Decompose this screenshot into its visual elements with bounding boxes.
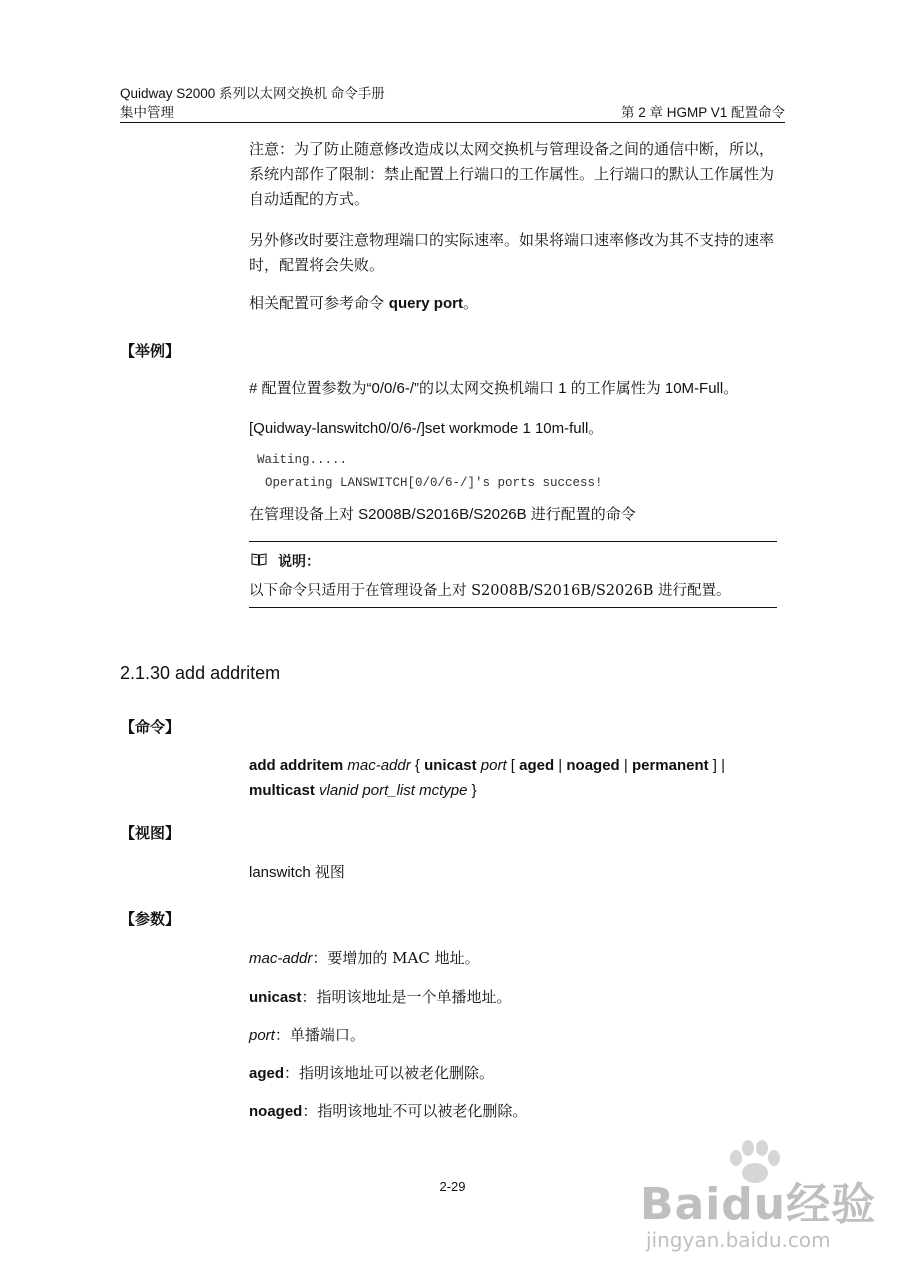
syntax-noaged: noaged <box>566 757 620 774</box>
note-box-top-rule <box>249 541 777 542</box>
note-paragraph-1: 注意：为了防止随意修改造成以太网交换机与管理设备之间的通信中断，所以，系统内部作了限制：禁止配置上行端口的工作属性。上行端口的默认工作属性为自动适配的方式。 <box>249 140 775 208</box>
syntax-multicast: multicast <box>249 782 315 799</box>
command-syntax <box>249 753 779 803</box>
header-rule <box>120 122 785 123</box>
watermark-brand: Baidu经验 <box>640 1179 877 1230</box>
note-box-bottom-rule <box>249 607 777 608</box>
note-paragraph-3 <box>249 291 779 316</box>
related-prefix: 相关配置可参考命令 <box>249 294 389 312</box>
example-after-text: 在管理设备上对 S2008B/S2016B/S2026B 进行配置的命令 <box>249 506 636 523</box>
syntax-add-addritem: add addritem <box>249 757 344 774</box>
syntax-brace-open: { <box>410 757 425 774</box>
syntax-unicast: unicast <box>424 757 477 774</box>
syntax-port: port <box>476 757 507 774</box>
param-name: noaged <box>249 1103 303 1120</box>
example-comment: # 配置位置参数为“0/0/6-/”的以太网交换机端口 1 的工作属性为 10M-Full。 <box>249 380 739 397</box>
watermark-url: jingyan.baidu.com <box>646 1228 831 1252</box>
param-item <box>249 1023 365 1048</box>
baidu-watermark <box>640 1140 877 1270</box>
example-command: [Quidway-lanswitch0/0/6-/]set workmode 1 10m-full。 <box>249 420 604 437</box>
header-title: Quidway S2000 系列以太网交换机 命令手册 <box>120 86 385 101</box>
syntax-pipe-1: | <box>554 757 567 774</box>
param-name: aged <box>249 1065 285 1082</box>
param-desc: ：要增加的 MAC 地址。 <box>312 949 480 967</box>
param-name: port <box>249 1027 275 1044</box>
note-box-title: 说明： <box>278 553 320 569</box>
note-box-text: 以下命令只适用于在管理设备上对 S2008B/S2016B/S2026B 进行配置。 <box>249 583 731 599</box>
param-desc: ：指明该地址是一个单播地址。 <box>301 988 512 1006</box>
output-line-2: Operating LANSWITCH[0/0/6-/]'s ports success! <box>265 476 603 490</box>
section-heading: 2.1.30 add addritem <box>120 663 281 683</box>
param-item <box>249 946 480 971</box>
param-name: unicast <box>249 989 302 1006</box>
syntax-pipe-2: | <box>619 757 632 774</box>
param-desc: ：单播端口。 <box>274 1026 365 1044</box>
command-label: 【命令】 <box>120 719 181 736</box>
note-paragraph-2: 另外修改时要注意物理端口的实际速率。如果将端口速率修改为其不支持的速率时，配置将会失败。 <box>249 231 775 274</box>
book-icon <box>251 552 267 566</box>
param-name: mac-addr <box>249 950 313 967</box>
param-desc: ：指明该地址不可以被老化删除。 <box>302 1102 528 1120</box>
syntax-bracket-close: ] | <box>708 757 726 774</box>
header-chapter: 第 2 章 HGMP V1 配置命令 <box>620 105 785 120</box>
syntax-aged: aged <box>519 757 555 774</box>
syntax-mac-addr: mac-addr <box>343 757 411 774</box>
syntax-permanent: permanent <box>631 757 709 774</box>
syntax-brace-close: } <box>467 782 477 799</box>
example-label: 【举例】 <box>120 343 181 360</box>
output-line-1: Waiting..... <box>257 453 348 467</box>
param-item <box>249 1099 527 1124</box>
param-item <box>249 985 512 1010</box>
view-label: 【视图】 <box>120 825 181 842</box>
param-item <box>249 1061 494 1086</box>
syntax-bracket-open: [ <box>506 757 520 774</box>
related-command: query port <box>388 295 463 312</box>
params-label: 【参数】 <box>120 911 181 928</box>
param-desc: ：指明该地址可以被老化删除。 <box>284 1064 495 1082</box>
page-number: 2-29 <box>439 1179 466 1194</box>
related-suffix: 。 <box>462 294 478 312</box>
view-text: lanswitch 视图 <box>249 864 345 881</box>
header-section: 集中管理 <box>120 105 174 121</box>
syntax-multicast-args: vlanid port_list mctype <box>314 782 468 799</box>
